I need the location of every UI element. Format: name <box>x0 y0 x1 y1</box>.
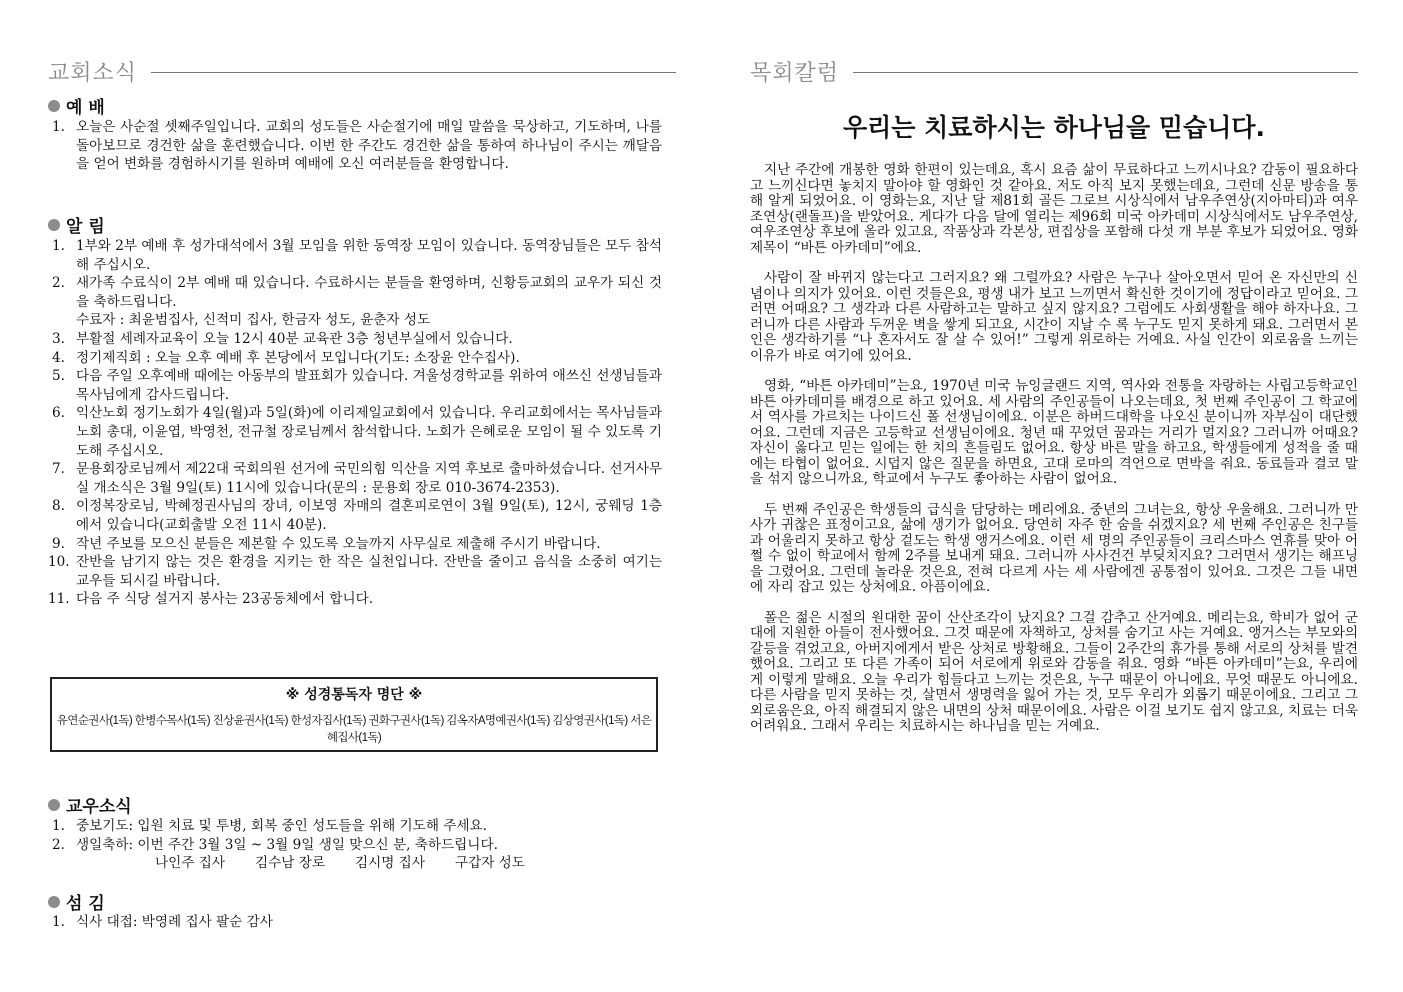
heading-text: 교우소식 <box>66 797 132 817</box>
list-item <box>52 274 662 330</box>
item-text: 생일축하: 이번 주간 3월 3일 ~ 3월 9일 생일 맞으신 분, 축하드립니다. <box>76 836 498 853</box>
item-number: 9. <box>52 535 65 552</box>
notices-list <box>48 237 663 609</box>
heading-text: 알 림 <box>66 217 105 237</box>
service-list <box>52 913 662 932</box>
list-item <box>52 497 662 534</box>
heading-text: 섬 김 <box>66 894 105 914</box>
section-title: 교회소식 <box>48 56 151 87</box>
item-text: 작년 주보를 모으신 분들은 제본할 수 있도록 오늘까지 사무실로 제출해 주시기 바랍니다. <box>76 535 601 552</box>
list-item <box>48 590 662 609</box>
list-item <box>52 913 662 932</box>
list-item <box>52 817 662 836</box>
item-number: 1. <box>52 238 65 254</box>
item-text: 문용회장로님께서 제22대 국회의원 선거에 국민의힘 익산을 지역 후보로 출마하셨습니다. 선거사무실 개소식은 3월 9일(토) 11시에 있습니다(문의 : 문용회 장로 010-3674-2353). <box>76 461 662 496</box>
item-text: 1부와 2부 예배 후 성가대석에서 3월 모임을 위한 동역장 모임이 있습니다. 동역장님들은 모두 참석해 주십시오. <box>76 238 663 273</box>
item-text: 잔반을 남기지 않는 것은 환경을 지키는 한 작은 실천입니다. 잔반을 줄이고 음식을 소중히 여기는 교우들 되시길 바랍니다. <box>76 554 662 589</box>
members-list <box>52 817 662 873</box>
section-title: 목회칼럼 <box>750 56 853 87</box>
column-paragraph: 영화, “바튼 아카데미”는요, 1970년 미국 뉴잉글랜드 지역, 역사와 전통을 자랑하는 사립고등학교인 바튼 아카데미를 배경으로 하고 있어요. 세 사람의 주인공들이 나오는데요, 첫 번째 주인공이 그 학교에서 역사를 가르치는 나이드신 폴 선생님이에요. 이분은 하버드대학을 나오신 분이니까 자부심이 대단했어요. 그런데 지금은 고등학교 선생님이에요. 청년 때 꾸었던 꿈과는 거리가 멀지요? 그러니까 어때요? 자신이 옳다고 믿는 일에는 한 치의 흔들림도 없어요. 항상 바른 말을 하고요, 학생들에게 성적을 줄 때에는 타협이 없어요. 시덥지 않은 질문을 하면요, 고대 로마의 격언으로 면박을 줘요. 동료들과 결코 말을 섞지 않으니까요, 학교에서 누구도 좋아하는 사람이 없어요. <box>750 378 1358 487</box>
column-body <box>750 163 1358 750</box>
members-heading <box>48 792 132 817</box>
item-number: 1. <box>52 914 65 930</box>
item-text: 다음 주 식당 설거지 봉사는 23공동체에서 합니다. <box>76 591 374 608</box>
notices-heading <box>48 212 105 237</box>
bible-reading-box <box>50 677 658 752</box>
item-number: 7. <box>52 461 65 478</box>
item-text: 부활절 세례자교육이 오늘 12시 40분 교육관 3층 청년부실에서 있습니다. <box>76 330 513 347</box>
birthday-name: 구갑자 성도 <box>454 855 525 872</box>
item-text: 중보기도: 입원 치료 및 투병, 회복 중인 성도들을 위해 기도해 주세요. <box>76 818 487 834</box>
item-subtext: 수료자 : 최윤범집사, 신적미 집사, 한금자 성도, 윤춘자 성도 <box>76 312 431 329</box>
item-text: 정기제직회 : 오늘 오후 예배 후 본당에서 모입니다(기도: 소장윤 안수집사). <box>76 349 520 366</box>
item-number: 6. <box>52 405 65 422</box>
list-item <box>52 349 662 368</box>
section-header-church-news <box>48 56 662 84</box>
item-number: 10. <box>48 554 70 571</box>
list-item <box>48 553 662 590</box>
circle-bullet-icon <box>48 219 60 231</box>
column-title: 우리는 치료하시는 하나님을 믿습니다. <box>842 113 1265 142</box>
bible-box-names: 유연순권사(1독) 한병수목사(1독) 진상윤권사(1독) 한성자집사(1독) 권화구권사(1독) 김옥자A명예권사(1독) 김상영권사(1독) 서은혜집사(1독) <box>56 715 652 744</box>
list-item <box>52 460 662 497</box>
item-number: 5. <box>52 368 65 385</box>
list-item <box>52 404 662 460</box>
list-item <box>52 836 662 873</box>
bible-box-title: ※ 성경통독자 명단 ※ <box>285 687 423 703</box>
item-number: 11. <box>48 591 70 608</box>
list-item <box>52 367 662 404</box>
circle-bullet-icon <box>48 799 60 811</box>
item-number: 4. <box>52 349 65 366</box>
item-number: 1. <box>52 818 65 834</box>
list-item <box>52 237 662 274</box>
item-text: 식사 대접: 박영례 집사 팔순 감사 <box>76 914 273 930</box>
item-number: 2. <box>52 275 65 292</box>
worship-heading <box>48 93 105 118</box>
worship-list <box>52 118 662 174</box>
item-text: 오늘은 사순절 셋째주일입니다. 교회의 성도들은 사순절기에 매일 말씀을 묵상하고, 기도하며, 나를 돌아보므로 경건한 삶을 훈련했습니다. 이번 한 주간도 경건한 삶을 통하여 하나님이 주시는 깨달음을 얻어 변화를 경험하시기를 원하며 예배에 오신 여러분들을 환영합니다. <box>76 119 662 173</box>
column-paragraph: 지난 주간에 개봉한 영화 한편이 있는데요, 혹시 요즘 삶이 무료하다고 느끼시나요? 감동이 필요하다고 느끼신다면 놓치지 말아야 할 영화인 것 같아요. 저도 아직 보지 못했는데요, 그런데 신문 방송을 통해 알게 되었어요. 이 영화는요, 지난 달 제81회 골든 그로브 시상식에서 남우주연상(지아마티)과 여우조연상(랜돌프)을 받았어요. 게다가 다음 달에 열리는 제96회 미국 아카데미 시상식에서도 남우주연상, 여우조연상 후보에 올라 있고요, 작품상과 각본상, 편집상을 포함해 다섯 개 부분 후보가 되었어요. 영화 제목이 “바튼 아카데미”에요. <box>750 162 1358 256</box>
heading-text: 예 배 <box>66 98 105 118</box>
item-number: 1. <box>52 119 65 135</box>
item-number: 8. <box>52 498 65 515</box>
column-paragraph: 폴은 젊은 시절의 원대한 꿈이 산산조각이 났지요? 그걸 감추고 산거예요. 메리는요, 학비가 없어 군대에 지원한 아들이 전사했어요. 그것 때문에 자책하고, 상처를 숨기고 사는 거예요. 앵거스는 부모와의 갈등을 겪었고요, 아버지에게서 받은 상처로 방황해요. 그들이 2주간의 휴가를 통해 서로의 상처를 발견했어요. 그리고 또 다른 가족이 되어 서로에게 위로와 감동을 줘요. 영화 “바튼 아카데미”는요, 우리에게 이렇게 말해요. 오늘 우리가 힘들다고 느끼는 것은요, 누구 때문이 아니에요. 무엇 때문도 아니에요. 다른 사람을 믿지 못하는 것, 살면서 생명력을 잃어 가는 것, 모두 우리가 외롭기 때문이에요. 그리고 그 외로움은요, 아직 해결되지 않은 내면의 상처 때문이에요. 사람은 이걸 보기도 쉽지 않고요, 치료는 더욱 어려워요. 그래서 우리는 치료하시는 하나님을 믿는 거예요. <box>750 609 1358 734</box>
circle-bullet-icon <box>48 100 60 112</box>
column-paragraph: 두 번째 주인공은 학생들의 급식을 담당하는 메리에요. 중년의 그녀는요, 항상 우울해요. 그러니까 만사가 귀찮은 표정이고요, 삶에 생기가 없어요. 당연히 자주 한 숨을 쉬겠지요? 세 번째 주인공은 친구들과 어울리지 못하고 항상 겉도는 학생 앵거스에요. 이런 세 명의 주인공들이 크리스마스 연휴를 맞아 어쩔 수 없이 학교에서 함께 2주를 보내게 돼요. 그러니까 사사건건 부딪치지요? 그러면서 생기는 해프닝을 그렸어요. 그런데 놀라운 것은요, 전혀 다르게 사는 세 사람에겐 공통점이 있어요. 그것은 그들 내면에 자리 잡고 있는 상처에요. 아픔이에요. <box>750 501 1358 595</box>
item-text: 이정복장로님, 박혜정권사님의 장녀, 이보영 자매의 결혼피로연이 3월 9일(토), 12시, 궁웨딩 1층에서 있습니다(교회출발 오전 11시 40분). <box>76 498 662 533</box>
column-paragraph: 사람이 잘 바뀌지 않는다고 그러지요? 왜 그럴까요? 사람은 누구나 살아오면서 믿어 온 자신만의 신념이나 의지가 있어요. 이런 것들은요, 평생 내가 보고 느끼면서 확신한 것이기에 정답이라고 믿어요. 그러면 어때요? 그 생각과 다른 사람하고는 말하고 싶지 않지요? 그럼에도 사회생활을 해야 하자나요. 그러니까 다른 사람과 두꺼운 벽을 쌓게 되고요, 시간이 지날 수 록 누구도 믿지 못하게 돼요. 그러면서 본인은 생각하기를 “나 혼자서도 잘 살 수 있어!” 그렇게 위로하는 거예요. 사실 인간이 외로움을 느끼는 이유가 바로 여기에 있어요. <box>750 270 1358 364</box>
service-heading <box>48 889 105 914</box>
birthday-names <box>76 854 662 873</box>
item-number: 3. <box>52 330 65 347</box>
item-number: 2. <box>52 836 65 853</box>
item-text: 다음 주일 오후예배 때에는 아동부의 발표회가 있습니다. 겨울성경학교를 위하여 애쓰신 선생님들과 목사님에게 감사드립니다. <box>76 368 662 403</box>
list-item <box>52 330 662 349</box>
list-item <box>52 118 662 174</box>
birthday-name: 나인주 집사 <box>155 855 225 872</box>
birthday-name: 김시명 집사 <box>354 855 425 872</box>
section-header-pastor-column <box>750 56 1358 84</box>
item-text: 익산노회 정기노회가 4일(월)과 5일(화)에 이리제일교회에서 있습니다. 우리교회에서는 목사님들과 노회 총대, 이윤엽, 박영천, 전규철 장로님께서 참석합니다. 노회가 은혜로운 모임이 될 수 있도록 기도해 주십시오. <box>76 405 662 459</box>
birthday-name: 김수남 장로 <box>254 855 325 872</box>
item-text: 새가족 수료식이 2부 예배 때 있습니다. 수료하시는 분들을 환영하며, 신황등교회의 교우가 되신 것을 축하드립니다. <box>76 275 662 310</box>
list-item <box>52 535 662 554</box>
circle-bullet-icon <box>48 896 60 908</box>
